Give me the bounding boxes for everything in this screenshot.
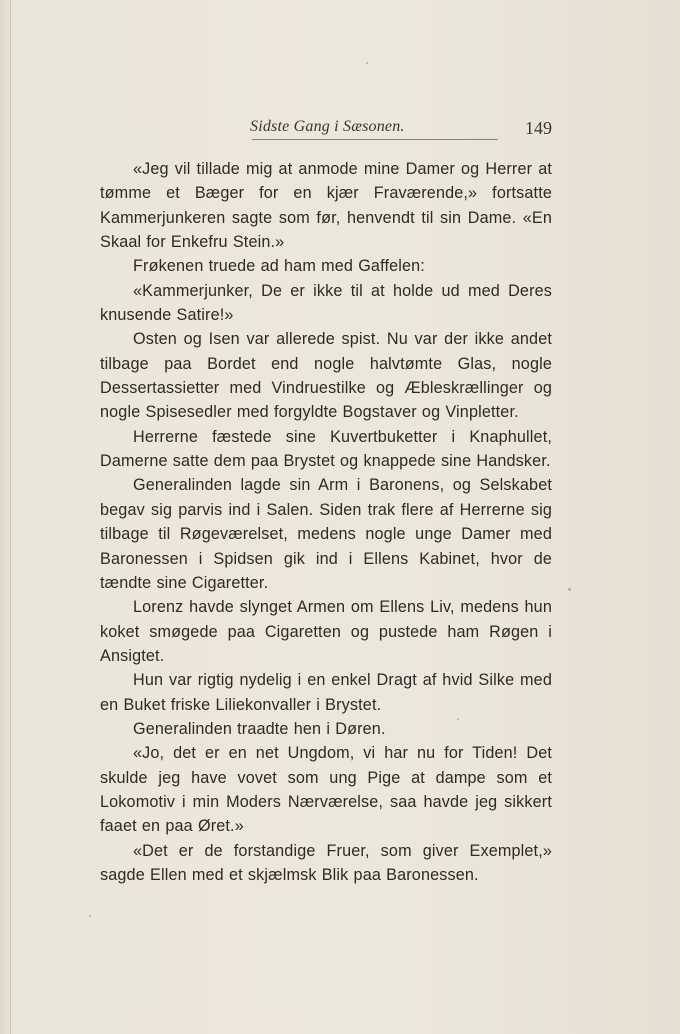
paper-speck: [89, 915, 91, 917]
paragraph: Herrerne fæstede sine Kuvertbuketter i Knaphullet, Damerne satte dem paa Brystet og knappede sine Handsker.: [100, 427, 552, 471]
header-rule: [252, 139, 498, 140]
paragraph: Generalinden lagde sin Arm i Baronens, og Selskabet begav sig parvis ind i Salen. Siden trak flere af Herrerne sig tilbage til Røgeværelset, medens nogle unge Damer med Baronessen i Spidsen gik ind i Ellens Kabinet, hvor de tændte sine Cigaretter.: [100, 476, 552, 592]
paragraph: Generalinden traadte hen i Døren.: [133, 719, 386, 738]
page-number: 149: [525, 118, 552, 138]
paragraph: Frøkenen truede ad ham med Gaffelen:: [133, 257, 425, 276]
paper-speck: [568, 588, 571, 591]
body-text: [100, 157, 552, 887]
paper-speck: [366, 62, 368, 64]
paragraph: «Kammerjunker, De er ikke til at holde ud med Deres knusende Satire!»: [100, 281, 552, 325]
running-title: Sidste Gang i Sæsonen.: [250, 118, 405, 135]
paragraph: Osten og Isen var allerede spist. Nu var der ikke andet tilbage paa Bordet end nogle halvtømte Glas, nogle Dessertassietter med Vindruestilke og Æbleskrællinger og nogle Spisesedler med forgyldte Bogstaver og Vinpletter.: [100, 330, 552, 422]
page-header: [100, 116, 552, 140]
paragraph: Hun var rigtig nydelig i en enkel Dragt af hvid Silke med en Buket friske Liliekonvaller i Brystet.: [100, 671, 552, 714]
paragraph: Lorenz havde slynget Armen om Ellens Liv, medens hun koket smøgede paa Cigaretten og pustede ham Røgen i Ansigtet.: [100, 598, 552, 665]
paragraph: «Jo, det er en net Ungdom, vi har nu for Tiden! Det skulde jeg have vovet som ung Pige at dampe som et Lokomotiv i min Moders Nærværelse, saa havde jeg sikkert faaet en paa Øret.»: [100, 744, 552, 836]
paragraph: «Jeg vil tillade mig at anmode mine Damer og Herrer at tømme et Bæger for en kjær Fraværende,» fortsatte Kammerjunkeren sagte som før, henvendt til sin Dame. «En Skaal for Enkefru Stein.»: [100, 160, 552, 252]
paper-speck: [457, 718, 459, 720]
page-gutter-edge: [10, 0, 11, 1034]
paragraph: «Det er de forstandige Fruer, som giver Exemplet,» sagde Ellen med et skjælmsk Blik paa Baronessen.: [100, 841, 552, 884]
